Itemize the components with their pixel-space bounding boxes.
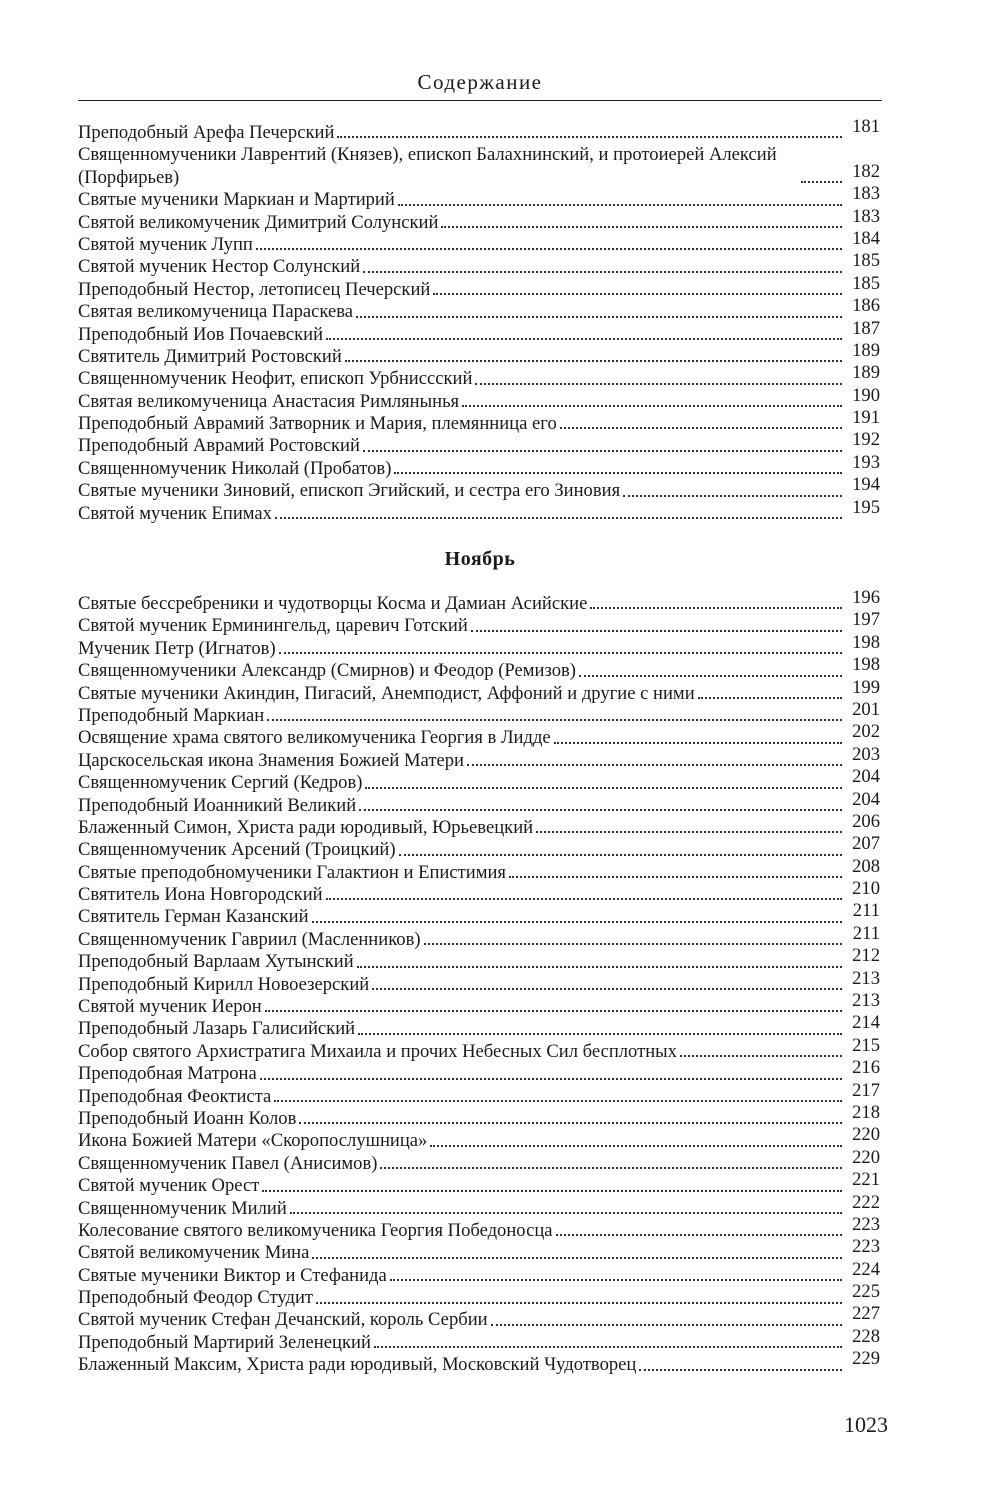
toc-entry xyxy=(78,407,880,435)
toc-entry-page: 183 xyxy=(852,183,880,205)
dot-leader xyxy=(556,1233,842,1236)
dot-leader xyxy=(639,1368,842,1371)
toc-entry xyxy=(78,788,880,817)
dot-leader xyxy=(312,1256,842,1259)
toc-entry-title: Святой мученик Нестор Солунский xyxy=(78,256,361,278)
toc-entry-title: Преподобный Кирилл Новоезерский xyxy=(78,973,370,995)
dot-leader xyxy=(265,1009,842,1012)
dot-leader xyxy=(357,965,842,968)
toc-entry xyxy=(78,144,880,189)
toc-entry xyxy=(78,362,880,390)
toc-entry xyxy=(78,900,880,928)
toc-entry xyxy=(78,855,880,884)
dot-leader xyxy=(345,359,842,362)
toc-entry xyxy=(78,496,880,525)
toc-entry-title: Царскосельская икона Знамения Божией Матери xyxy=(78,749,464,771)
toc-entry xyxy=(78,295,880,323)
toc-entry xyxy=(78,990,880,1018)
toc-entry-title: Блаженный Симон, Христа ради юродивый, Юрьевецкий xyxy=(78,816,534,838)
toc-entry-title: Святитель Димитрий Ростовский xyxy=(78,345,342,367)
toc-entry xyxy=(78,250,880,278)
toc-entry xyxy=(78,833,880,861)
toc-entry-page: 211 xyxy=(852,922,880,944)
toc-entry xyxy=(78,1034,880,1063)
toc-entry-title: Преподобная Матрона xyxy=(78,1063,257,1085)
toc-entry-page: 213 xyxy=(852,967,880,989)
toc-entry xyxy=(78,1146,880,1175)
toc-entry-title: Священномученик Неофит, епископ Урбниссский xyxy=(78,368,473,390)
toc-entry-title: Святитель Герман Казанский xyxy=(78,906,309,928)
dot-leader xyxy=(358,1032,842,1035)
toc-entry-page: 193 xyxy=(852,451,880,473)
toc-entry xyxy=(78,743,880,772)
toc-entry-page: 229 xyxy=(852,1348,880,1370)
toc-entry xyxy=(78,1169,880,1197)
toc-entry-title: Мученик Петр (Игнатов) xyxy=(78,637,276,659)
toc-entry-page: 199 xyxy=(852,676,880,698)
toc-entry-title: Святой мученик Ерминингельд, царевич Готский xyxy=(78,615,468,637)
toc-entry-title: Преподобный Маркиан xyxy=(78,704,265,726)
dot-leader xyxy=(337,135,842,138)
dot-leader xyxy=(316,1301,842,1304)
dot-leader xyxy=(560,426,842,429)
toc-entry-title: Священномученик Сергий (Кедров) xyxy=(78,772,363,794)
toc-entry-page: 211 xyxy=(852,900,880,922)
toc-entry-title: Преподобный Мартирий Зеленецкий xyxy=(78,1331,371,1353)
running-head-title: Содержание xyxy=(417,70,543,94)
toc-entry xyxy=(78,766,880,794)
dot-leader xyxy=(399,853,842,856)
toc-entry-page: 198 xyxy=(852,631,880,653)
toc-entry-title: Святитель Иона Новгородский xyxy=(78,884,323,906)
toc-entry-page: 189 xyxy=(852,339,880,361)
dot-leader xyxy=(441,225,842,228)
toc-entry xyxy=(78,205,880,234)
toc-entry-page: 197 xyxy=(852,609,880,631)
dot-leader xyxy=(467,763,842,766)
toc-entry-page: 196 xyxy=(852,586,880,608)
toc-entry-page: 187 xyxy=(852,317,880,339)
toc-entry-page: 198 xyxy=(852,654,880,676)
toc-entry-title: Святая великомученица Параскева xyxy=(78,301,353,323)
toc-entry-page: 194 xyxy=(852,474,880,496)
toc-entry-title: Святые мученики Маркиан и Мартирий xyxy=(78,189,395,211)
dot-leader xyxy=(680,1054,842,1057)
toc-entry-page: 216 xyxy=(852,1057,880,1079)
toc-entry-page: 189 xyxy=(852,362,880,384)
dot-leader xyxy=(326,337,842,340)
toc-list-october xyxy=(78,115,880,525)
dot-leader xyxy=(312,920,842,923)
toc-entry-page: 227 xyxy=(852,1303,880,1325)
toc-entry-page: 217 xyxy=(852,1079,880,1101)
dot-leader xyxy=(279,651,842,654)
toc-list-november xyxy=(78,586,880,1377)
toc-entry-page: 208 xyxy=(852,855,880,877)
toc-entry xyxy=(78,698,880,727)
toc-entry-page: 220 xyxy=(852,1124,880,1146)
header-rule xyxy=(78,100,882,101)
dot-leader xyxy=(359,808,842,811)
toc-entry xyxy=(78,1012,880,1040)
dot-leader xyxy=(262,1189,842,1192)
toc-entry xyxy=(78,1348,880,1376)
toc-entry-title: Священномученик Гавриил (Масленников) xyxy=(78,928,421,950)
toc-entry-page: 185 xyxy=(852,250,880,272)
toc-entry-title: Священномученики Александр (Смирнов) и Феодор (Ремизов) xyxy=(78,660,576,682)
toc-entry xyxy=(78,1258,880,1287)
toc-entry xyxy=(78,1124,880,1152)
toc-entry xyxy=(78,1236,880,1264)
toc-entry-title: Святой великомученик Мина xyxy=(78,1242,310,1264)
toc-entry-title: Святой мученик Лупп xyxy=(78,233,253,255)
month-heading: Ноябрь xyxy=(444,548,516,570)
toc-entry-page: 182 xyxy=(852,160,880,182)
toc-entry xyxy=(78,227,880,256)
toc-entry-page: 181 xyxy=(852,115,880,137)
toc-entry-title: Святой мученик Епимах xyxy=(78,502,272,524)
toc-entry-page: 213 xyxy=(852,990,880,1012)
toc-entry xyxy=(78,317,880,346)
toc-entry xyxy=(78,183,880,211)
toc-entry xyxy=(78,654,880,682)
toc-entry-title: Освящение храма святого великомученика Георгия в Лидде xyxy=(78,727,551,749)
toc-entry-page: 186 xyxy=(852,295,880,317)
toc-entry-title: Икона Божией Матери «Скоропослушница» xyxy=(78,1130,428,1152)
toc-entry-page: 185 xyxy=(852,272,880,294)
dot-leader xyxy=(475,382,842,385)
toc-entry xyxy=(78,1213,880,1242)
toc-entry-page: 218 xyxy=(852,1101,880,1123)
dot-leader xyxy=(363,449,842,452)
toc-entry-page: 183 xyxy=(852,205,880,227)
dot-leader xyxy=(398,203,842,206)
dot-leader xyxy=(363,270,842,273)
toc-entry xyxy=(78,272,880,301)
toc-entry xyxy=(78,1281,880,1309)
dot-leader xyxy=(433,292,842,295)
dot-leader xyxy=(430,1144,842,1147)
toc-entry-title: Священномученик Николай (Пробатов) xyxy=(78,457,392,479)
dot-leader xyxy=(374,1345,842,1348)
toc-entry-page: 224 xyxy=(852,1258,880,1280)
dot-leader xyxy=(623,494,842,497)
toc-entry xyxy=(78,586,880,615)
toc-entry-title: Святые мученики Виктор и Стефанида xyxy=(78,1264,387,1286)
toc-entry xyxy=(78,878,880,906)
toc-entry-title: Святые преподобномученики Галактион и Епистимия xyxy=(78,861,506,883)
dot-leader xyxy=(275,516,842,519)
toc-entry-title: Священномученик Павел (Анисимов) xyxy=(78,1152,378,1174)
toc-entry xyxy=(78,922,880,951)
dot-leader xyxy=(326,897,842,900)
toc-entry-page: 210 xyxy=(852,878,880,900)
toc-entry xyxy=(78,721,880,749)
toc-entry xyxy=(78,1325,880,1354)
toc-entry xyxy=(78,384,880,413)
toc-entry-title: Священномученики Лаврентий (Князев), епископ Балахнинский, и протоиерей Алексий (Порфирьев) xyxy=(78,144,777,188)
toc-entry-title: Преподобный Варлаам Хутынский xyxy=(78,951,354,973)
toc-entry-title: Преподобный Арефа Печерский xyxy=(78,121,335,143)
dot-leader xyxy=(390,1278,842,1281)
dot-leader xyxy=(267,718,842,721)
toc-entry-title: Преподобный Иоанникий Великий xyxy=(78,794,357,816)
toc-entry xyxy=(78,676,880,705)
toc-entry-title: Преподобный Аврамий Ростовский xyxy=(78,435,360,457)
toc-entry-title: Святой мученик Орест xyxy=(78,1175,260,1197)
toc-entry-page: 203 xyxy=(852,743,880,765)
toc-entry-title: Преподобный Иов Почаевский xyxy=(78,323,324,345)
toc-entry-title: Преподобная Феоктиста xyxy=(78,1085,272,1107)
toc-entry-page: 191 xyxy=(852,407,880,429)
toc-entry-page: 204 xyxy=(852,788,880,810)
dot-leader xyxy=(698,696,842,699)
dot-leader xyxy=(394,471,842,474)
toc-entry xyxy=(78,1101,880,1130)
toc-entry-title: Святой мученик Стефан Дечанский, король Сербии xyxy=(78,1309,488,1331)
toc-entry xyxy=(78,339,880,368)
toc-entry-title: Святые мученики Акиндин, Пигасий, Анемподист, Аффоний и другие с ними xyxy=(78,682,695,704)
dot-leader xyxy=(290,1211,842,1214)
dot-leader xyxy=(462,404,842,407)
toc-entry xyxy=(78,631,880,660)
toc-entry-title: Святой великомученик Димитрий Солунский xyxy=(78,211,439,233)
toc-entry-title: Собор святого Архистратига Михаила и прочих Небесных Сил бесплотных xyxy=(78,1040,677,1062)
dot-leader xyxy=(471,629,842,632)
toc-entry-page: 223 xyxy=(852,1236,880,1258)
toc-entry-page: 190 xyxy=(852,384,880,406)
toc-entry xyxy=(78,810,880,839)
dot-leader xyxy=(536,830,842,833)
toc-entry-title: Преподобный Иоанн Колов xyxy=(78,1107,297,1129)
toc-entry-page: 201 xyxy=(852,698,880,720)
dot-leader xyxy=(424,942,842,945)
toc-entry-title: Колесование святого великомученика Георгия Победоносца xyxy=(78,1219,553,1241)
toc-entry-page: 215 xyxy=(852,1034,880,1056)
dot-leader xyxy=(365,786,842,789)
toc-entry-page: 184 xyxy=(852,227,880,249)
page-number: 1023 xyxy=(844,1412,888,1437)
toc-entry-page: 204 xyxy=(852,766,880,788)
toc-entry-page: 228 xyxy=(852,1325,880,1347)
toc-entry-page: 225 xyxy=(852,1281,880,1303)
toc-entry xyxy=(78,474,880,502)
dot-leader xyxy=(801,180,842,183)
dot-leader xyxy=(509,875,842,878)
toc-entry-title: Святые мученики Зиновий, епископ Эгийский, и сестра его Зиновия xyxy=(78,480,621,502)
toc-entry-title: Святая великомученица Анастасия Римлянынья xyxy=(78,390,460,412)
toc-entry-page: 214 xyxy=(852,1012,880,1034)
toc-entry xyxy=(78,609,880,637)
toc-entry-page: 221 xyxy=(852,1169,880,1191)
dot-leader xyxy=(579,674,842,677)
toc-entry-page: 207 xyxy=(852,833,880,855)
toc-entry xyxy=(78,967,880,996)
toc-entry xyxy=(78,115,880,144)
dot-leader xyxy=(299,1121,842,1124)
toc-entry-page: 195 xyxy=(852,496,880,518)
dot-leader xyxy=(356,315,842,318)
dot-leader xyxy=(554,741,842,744)
toc-entry-page: 206 xyxy=(852,810,880,832)
toc-entry-page: 202 xyxy=(852,721,880,743)
toc-entry-page: 223 xyxy=(852,1213,880,1235)
toc-entry-title: Священномученик Арсений (Троицкий) xyxy=(78,839,396,861)
toc-entry-title: Святой мученик Иерон xyxy=(78,996,262,1018)
toc-entry xyxy=(78,1079,880,1108)
dot-leader xyxy=(380,1166,842,1169)
dot-leader xyxy=(260,1077,842,1080)
toc-entry-page: 220 xyxy=(852,1146,880,1168)
toc-entry-title: Священномученик Милий xyxy=(78,1197,287,1219)
toc-entry-page: 212 xyxy=(852,945,880,967)
toc-entry xyxy=(78,945,880,973)
toc-entry-title: Блаженный Максим, Христа ради юродивый, Московский Чудотворец xyxy=(78,1354,637,1376)
toc-entry xyxy=(78,451,880,480)
toc-entry-title: Святые бессребреники и чудотворцы Косма и Дамиан Асийские xyxy=(78,592,588,614)
dot-leader xyxy=(256,247,842,250)
toc-entry xyxy=(78,1191,880,1220)
toc-entry-page: 192 xyxy=(852,429,880,451)
dot-leader xyxy=(274,1099,842,1102)
toc-entry xyxy=(78,429,880,457)
dot-leader xyxy=(372,987,842,990)
toc-entry-title: Преподобный Аврамий Затворник и Мария, племянница его xyxy=(78,413,557,435)
toc-entry xyxy=(78,1303,880,1332)
dot-leader xyxy=(491,1323,842,1326)
toc-entry-title: Преподобный Феодор Студит xyxy=(78,1287,314,1309)
toc-entry-page: 222 xyxy=(852,1191,880,1213)
toc-entry-title: Преподобный Лазарь Галисийский xyxy=(78,1018,356,1040)
dot-leader xyxy=(590,606,842,609)
toc-entry-title: Преподобный Нестор, летописец Печерский xyxy=(78,278,431,300)
toc-entry xyxy=(78,1057,880,1085)
